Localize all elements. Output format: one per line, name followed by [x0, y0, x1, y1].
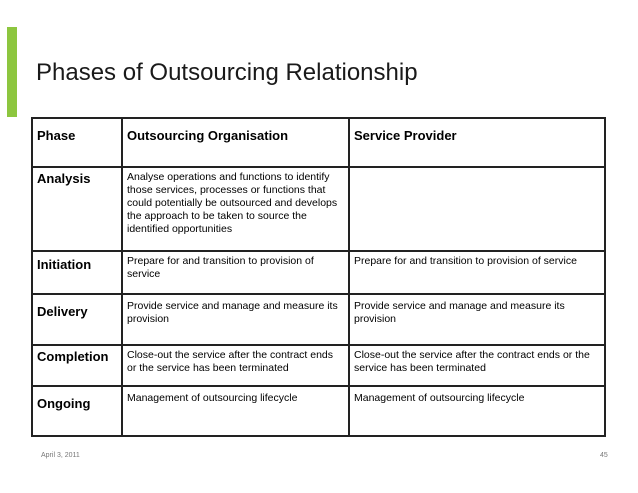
table-row — [32, 251, 605, 294]
table-row — [32, 345, 605, 386]
table-row — [32, 386, 605, 436]
phase-cell: Ongoing — [32, 386, 122, 436]
phase-cell: Delivery — [32, 294, 122, 345]
provider-cell: Provide service and manage and measure its provision — [349, 294, 605, 345]
phases-table — [31, 117, 606, 437]
header-service-provider: Service Provider — [349, 118, 605, 167]
table-row — [32, 294, 605, 345]
organisation-cell: Close-out the service after the contract ends or the service has been terminated — [122, 345, 349, 386]
provider-cell: Management of outsourcing lifecycle — [349, 386, 605, 436]
organisation-cell: Management of outsourcing lifecycle — [122, 386, 349, 436]
organisation-cell: Prepare for and transition to provision of service — [122, 251, 349, 294]
organisation-cell: Analyse operations and functions to identify those services, processes or functions that could potentially be outsourced and develops the approach to be taken to source the identified opportunities — [122, 167, 349, 251]
table-header-row — [32, 118, 605, 167]
phase-cell: Analysis — [32, 167, 122, 251]
header-phase: Phase — [32, 118, 122, 167]
phase-cell: Completion — [32, 345, 122, 386]
header-outsourcing-organisation: Outsourcing Organisation — [122, 118, 349, 167]
table-row — [32, 167, 605, 251]
footer-date: April 3, 2011 — [41, 452, 80, 459]
provider-cell: Prepare for and transition to provision of service — [349, 251, 605, 294]
provider-cell: Close-out the service after the contract ends or the service has been terminated — [349, 345, 605, 386]
footer-page-number: 45 — [600, 452, 608, 459]
slide-title: Phases of Outsourcing Relationship — [36, 59, 418, 86]
provider-cell — [349, 167, 605, 251]
organisation-cell: Provide service and manage and measure its provision — [122, 294, 349, 345]
accent-bar — [7, 27, 17, 117]
phase-cell: Initiation — [32, 251, 122, 294]
